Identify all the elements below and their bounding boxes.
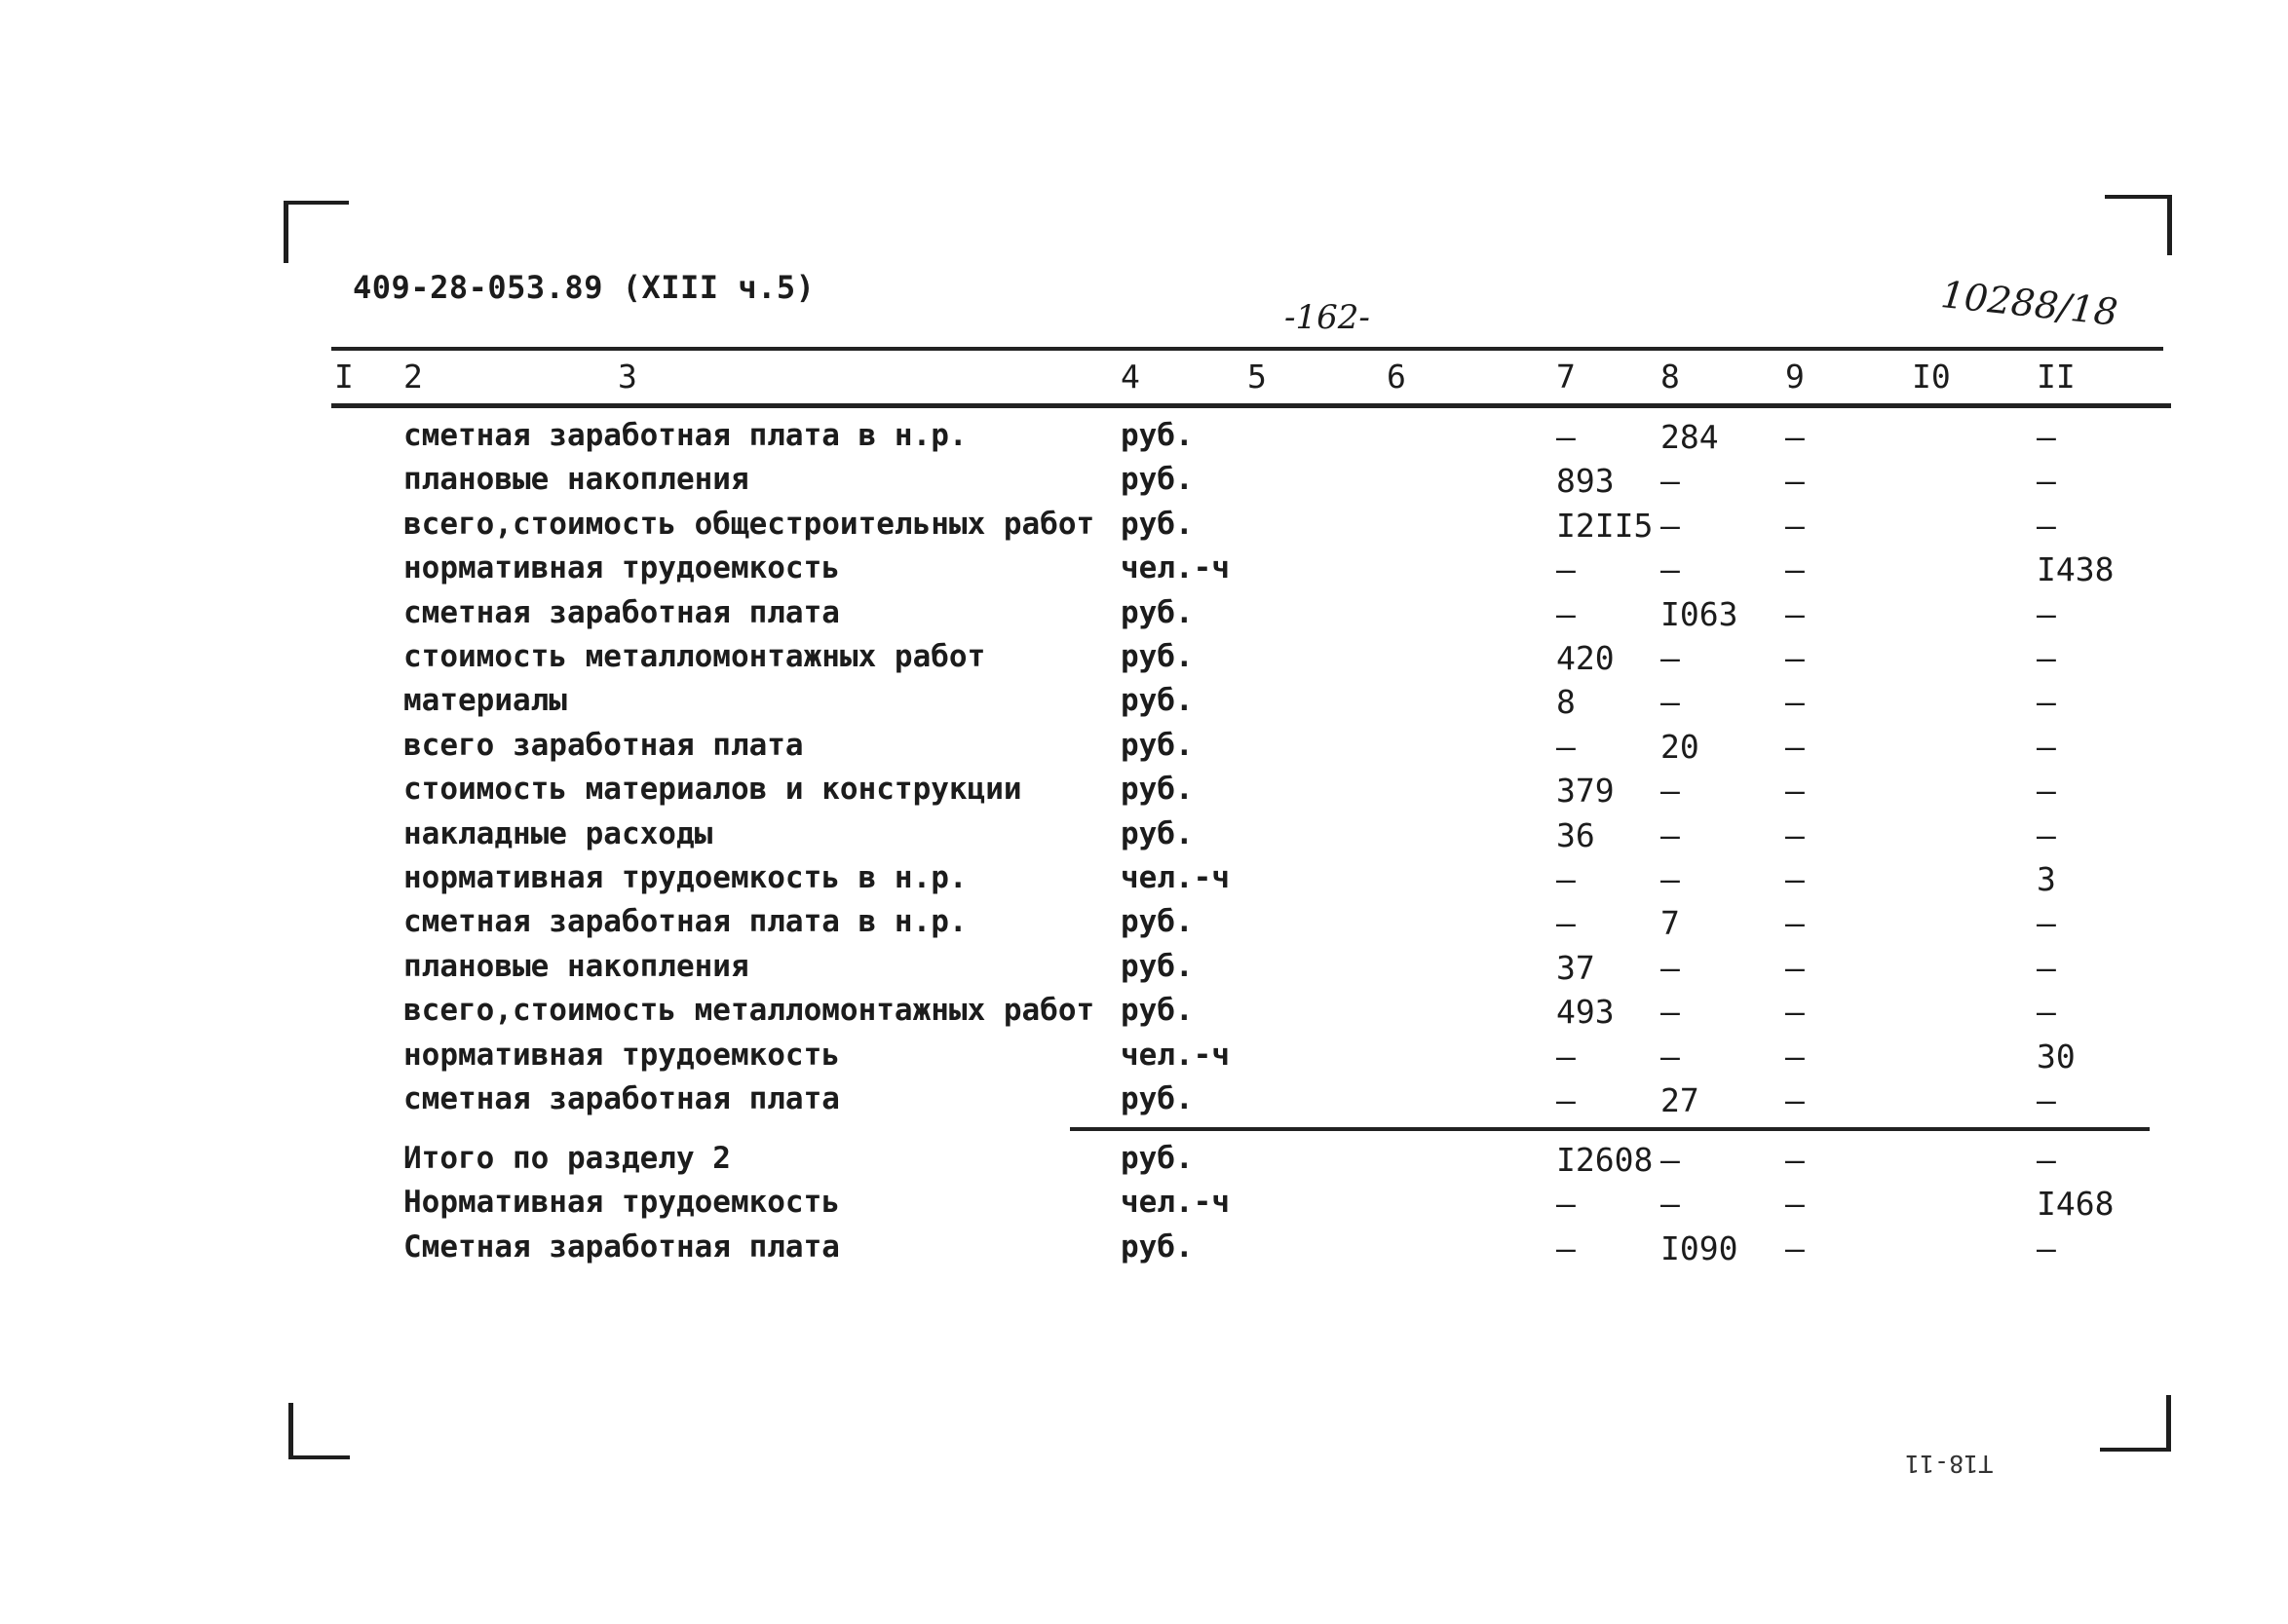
table-row-value-c7: 379: [1556, 772, 1615, 811]
table-row-value-c11: –: [2037, 904, 2056, 943]
column-header: 2: [403, 358, 423, 396]
table-row-value-c11: –: [2037, 815, 2056, 854]
table-row-value-c9: –: [1785, 904, 1805, 943]
table-row-value-c11: 3: [2037, 860, 2056, 898]
table-row-unit: чел.-ч: [1121, 1037, 1230, 1073]
table-row-label: сметная заработная плата: [403, 594, 840, 630]
table-row-value-c9: –: [1785, 594, 1805, 633]
table-row-label: сметная заработная плата в н.р.: [403, 418, 968, 453]
table-row-value-c7: 893: [1556, 462, 1615, 501]
table-row-value-c8: –: [1660, 550, 1680, 589]
table-row-value-c7: 493: [1556, 993, 1615, 1032]
total-row-value-c9: –: [1785, 1185, 1805, 1224]
total-row-value-c7: –: [1556, 1185, 1576, 1224]
table-row-value-c11: –: [2037, 506, 2056, 545]
column-header: 7: [1556, 358, 1576, 396]
table-row-label: плановые накопления: [403, 948, 749, 984]
corner-mark-bottom-left: [288, 1403, 350, 1459]
table-row-value-c11: –: [2037, 683, 2056, 722]
table-row-value-c7: –: [1556, 594, 1576, 633]
archive-number: 10288/18: [1938, 273, 2120, 334]
table-row-label: накладные расходы: [403, 815, 713, 851]
table-row-value-c8: –: [1660, 1037, 1680, 1076]
table-row-value-c7: 420: [1556, 639, 1615, 677]
table-row-value-c11: –: [2037, 727, 2056, 766]
table-row-value-c9: –: [1785, 727, 1805, 766]
table-row-unit: чел.-ч: [1121, 550, 1230, 586]
total-row-label: Итого по разделу 2: [403, 1141, 731, 1176]
table-row-label: нормативная трудоемкость: [403, 550, 840, 586]
table-row-value-c8: –: [1660, 506, 1680, 545]
table-row-unit: руб.: [1121, 727, 1194, 763]
table-row-unit: руб.: [1121, 594, 1194, 630]
table-row-value-c7: –: [1556, 418, 1576, 456]
total-row-value-c11: –: [2037, 1141, 2056, 1179]
table-row-value-c7: –: [1556, 1081, 1576, 1119]
total-row-value-c11: –: [2037, 1228, 2056, 1267]
header-bottom-rule: [331, 403, 2171, 408]
table-row-unit: руб.: [1121, 506, 1194, 542]
total-row-value-c9: –: [1785, 1228, 1805, 1267]
table-row-value-c11: –: [2037, 948, 2056, 987]
table-row-unit: руб.: [1121, 418, 1194, 453]
subtotal-rule: [1070, 1127, 2150, 1131]
header-top-rule: [331, 347, 2163, 351]
total-row-value-c8: –: [1660, 1141, 1680, 1179]
column-header: 6: [1387, 358, 1406, 396]
table-row-value-c9: –: [1785, 506, 1805, 545]
table-row-label: всего,стоимость металломонтажных работ: [403, 993, 1095, 1029]
total-row-unit: руб.: [1121, 1228, 1194, 1265]
table-row-label: нормативная трудоемкость в н.р.: [403, 860, 968, 895]
table-row-value-c8: 7: [1660, 904, 1680, 943]
table-row-value-c7: 8: [1556, 683, 1576, 722]
table-row-unit: руб.: [1121, 948, 1194, 984]
table-row-value-c8: 20: [1660, 727, 1699, 766]
table-row-label: сметная заработная плата в н.р.: [403, 904, 968, 940]
table-row-unit: руб.: [1121, 462, 1194, 498]
table-row-value-c7: –: [1556, 550, 1576, 589]
column-header: I: [334, 358, 354, 396]
table-row-label: нормативная трудоемкость: [403, 1037, 840, 1073]
table-row-value-c9: –: [1785, 639, 1805, 677]
table-row-value-c7: –: [1556, 727, 1576, 766]
table-row-value-c9: –: [1785, 815, 1805, 854]
table-row-value-c7: 36: [1556, 815, 1595, 854]
table-row-value-c11: –: [2037, 462, 2056, 501]
table-row-unit: руб.: [1121, 772, 1194, 808]
table-row-value-c9: –: [1785, 993, 1805, 1032]
table-row-value-c9: –: [1785, 418, 1805, 456]
table-row-unit: чел.-ч: [1121, 860, 1230, 895]
table-row-value-c11: –: [2037, 639, 2056, 677]
total-row-value-c8: –: [1660, 1185, 1680, 1224]
table-row-value-c7: –: [1556, 904, 1576, 943]
column-header: 5: [1247, 358, 1267, 396]
page-number: -162-: [1284, 298, 1370, 337]
table-row-label: сметная заработная плата: [403, 1081, 840, 1116]
corner-mark-top-right: [2105, 195, 2172, 255]
total-row-value-c9: –: [1785, 1141, 1805, 1179]
table-row-label: стоимость материалов и конструкции: [403, 772, 1022, 808]
table-row-value-c7: –: [1556, 860, 1576, 898]
column-header: 8: [1660, 358, 1680, 396]
total-row-value-c8: I090: [1660, 1228, 1738, 1267]
table-row-unit: руб.: [1121, 683, 1194, 719]
table-row-label: всего заработная плата: [403, 727, 804, 763]
table-row-value-c9: –: [1785, 860, 1805, 898]
total-row-value-c7: I2608: [1556, 1141, 1654, 1179]
table-row-value-c9: –: [1785, 948, 1805, 987]
table-row-value-c11: –: [2037, 418, 2056, 456]
table-row-unit: руб.: [1121, 904, 1194, 940]
table-row-value-c8: 27: [1660, 1081, 1699, 1119]
total-row-unit: чел.-ч: [1121, 1185, 1230, 1221]
total-row-label: Сметная заработная плата: [403, 1228, 840, 1265]
table-row-value-c11: I438: [2037, 550, 2115, 589]
table-row-label: материалы: [403, 683, 567, 719]
total-row-value-c7: –: [1556, 1228, 1576, 1267]
table-row-value-c9: –: [1785, 772, 1805, 811]
corner-mark-bottom-right: [2100, 1395, 2171, 1452]
table-row-value-c8: –: [1660, 639, 1680, 677]
table-row-value-c11: –: [2037, 1081, 2056, 1119]
document-code: 409-28-053.89 (XIII ч.5): [353, 269, 816, 306]
table-row-unit: руб.: [1121, 639, 1194, 674]
table-row-value-c8: 284: [1660, 418, 1719, 456]
total-row-value-c11: I468: [2037, 1185, 2115, 1224]
total-row-label: Нормативная трудоемкость: [403, 1185, 840, 1221]
column-header: II: [2037, 358, 2076, 396]
table-row-unit: руб.: [1121, 1081, 1194, 1116]
table-row-value-c8: I063: [1660, 594, 1738, 633]
column-header: 4: [1121, 358, 1140, 396]
table-row-value-c8: –: [1660, 815, 1680, 854]
column-header: 3: [618, 358, 637, 396]
table-row-unit: руб.: [1121, 993, 1194, 1029]
table-row-value-c8: –: [1660, 462, 1680, 501]
table-row-value-c9: –: [1785, 462, 1805, 501]
table-row-value-c9: –: [1785, 1037, 1805, 1076]
table-row-value-c7: I2II5: [1556, 506, 1654, 545]
table-row-value-c9: –: [1785, 550, 1805, 589]
table-row-value-c7: 37: [1556, 948, 1595, 987]
table-row-value-c8: –: [1660, 772, 1680, 811]
page-stamp: T18-11: [1905, 1450, 1994, 1478]
corner-mark-top-left: [284, 201, 349, 263]
table-row-value-c8: –: [1660, 948, 1680, 987]
table-row-label: плановые накопления: [403, 462, 749, 498]
table-row-label: стоимость металломонтажных работ: [403, 639, 986, 674]
table-row-value-c11: 30: [2037, 1037, 2076, 1076]
table-row-value-c8: –: [1660, 860, 1680, 898]
table-row-value-c11: –: [2037, 993, 2056, 1032]
column-header: I0: [1912, 358, 1951, 396]
table-row-value-c8: –: [1660, 993, 1680, 1032]
table-row-value-c8: –: [1660, 683, 1680, 722]
column-header: 9: [1785, 358, 1805, 396]
table-row-label: всего,стоимость общестроительных работ: [403, 506, 1095, 542]
table-row-value-c11: –: [2037, 772, 2056, 811]
total-row-unit: руб.: [1121, 1141, 1194, 1176]
table-row-value-c7: –: [1556, 1037, 1576, 1076]
table-row-value-c9: –: [1785, 1081, 1805, 1119]
table-row-unit: руб.: [1121, 815, 1194, 851]
table-row-value-c11: –: [2037, 594, 2056, 633]
table-row-value-c9: –: [1785, 683, 1805, 722]
